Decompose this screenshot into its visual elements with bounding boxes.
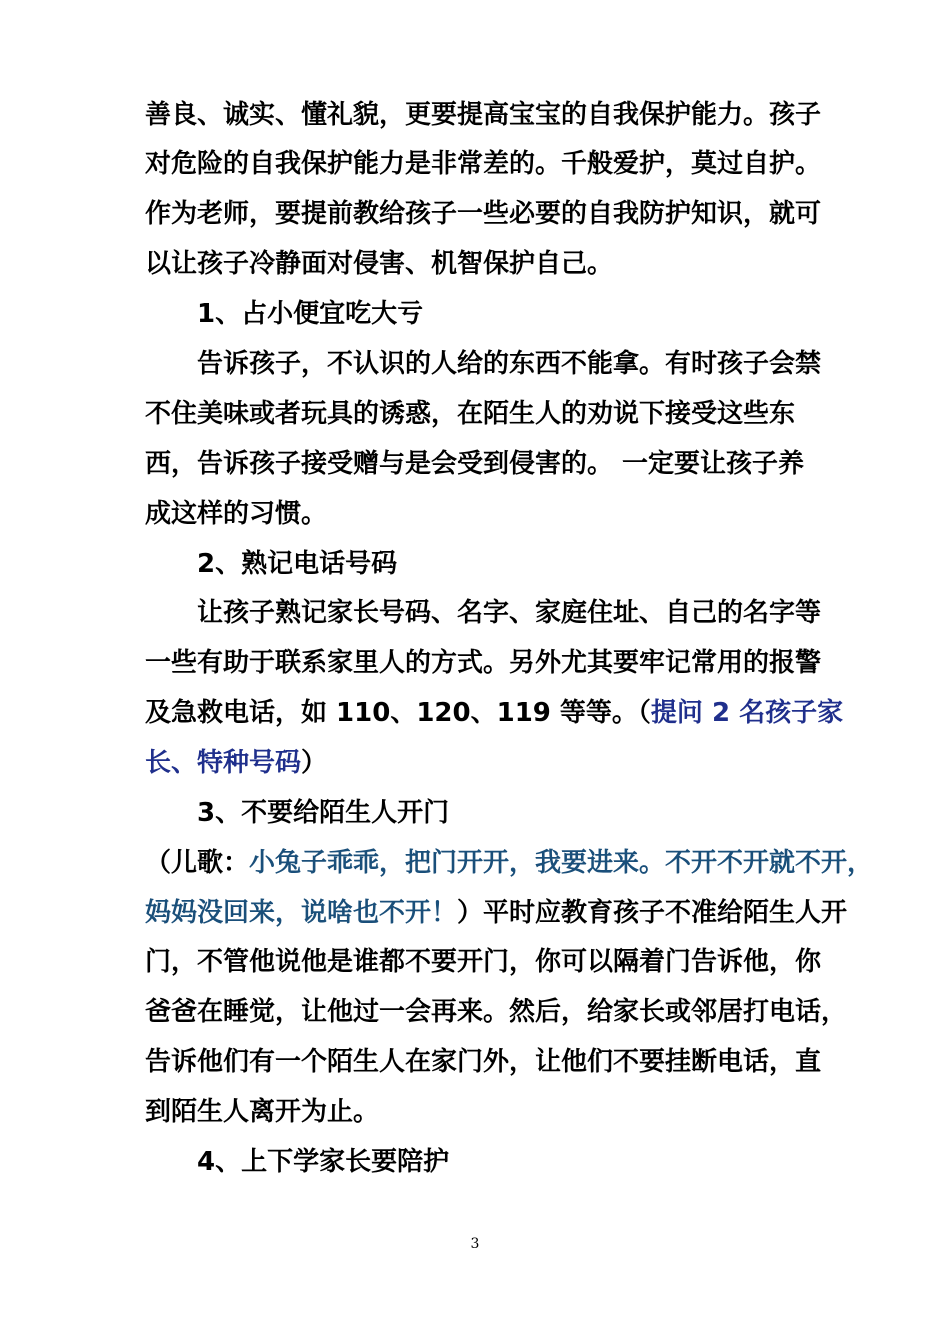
paragraph-line: 一些有助于联系家里人的方式。另外尤其要牢记常用的报警 bbox=[145, 648, 822, 678]
section-heading-1: 1、占小便宜吃大亏 bbox=[197, 299, 424, 329]
paragraph-line: 对危险的自我保护能力是非常差的。千般爱护，莫过自护。 bbox=[145, 149, 822, 179]
paragraph-line: 门，不管他说他是谁都不要开门，你可以隔着门告诉他，你 bbox=[145, 947, 822, 977]
paragraph-line: 不住美味或者玩具的诱惑，在陌生人的劝说下接受这些东 bbox=[145, 399, 796, 429]
section-heading-4: 4、上下学家长要陪护 bbox=[197, 1147, 450, 1177]
paragraph-text: （儿歌： bbox=[145, 848, 250, 878]
teacher-note: 提问 2 名孩子家 bbox=[650, 698, 844, 728]
paragraph-line: 爸爸在睡觉，让他过一会再来。然后，给家长或邻居打电话， bbox=[145, 997, 848, 1027]
paragraph-line: 让孩子熟记家长号码、名字、家庭住址、自己的名字等 bbox=[197, 598, 822, 628]
section-heading-3: 3、不要给陌生人开门 bbox=[197, 798, 450, 828]
paragraph-line: 成这样的习惯。 bbox=[145, 499, 328, 529]
page-number: 3 bbox=[470, 1236, 480, 1252]
paragraph-text: 及急救电话，如 110、120、119 等等。（ bbox=[145, 698, 651, 728]
paragraph-line: 到陌生人离开为止。 bbox=[145, 1097, 380, 1127]
paragraph-line: 作为老师，要提前教给孩子一些必要的自我防护知识，就可 bbox=[145, 199, 822, 229]
paragraph-line bbox=[145, 744, 327, 782]
paragraph-line bbox=[145, 894, 847, 932]
paragraph-line: 善良、诚实、懂礼貌，更要提高宝宝的自我保护能力。孩子 bbox=[145, 100, 822, 130]
paragraph-text: ）平时应教育孩子不准给陌生人开 bbox=[457, 898, 848, 928]
paragraph-line: 告诉孩子，不认识的人给的东西不能拿。有时孩子会禁 bbox=[197, 349, 822, 379]
nursery-rhyme: 妈妈没回来，说啥也不开！ bbox=[145, 898, 458, 928]
paragraph-line: 以让孩子冷静面对侵害、机智保护自己。 bbox=[145, 249, 614, 279]
paragraph-line: 西，告诉孩子接受赠与是会受到侵害的。 一定要让孩子养 bbox=[145, 449, 805, 479]
paragraph-line bbox=[145, 844, 873, 882]
nursery-rhyme: 小兔子乖乖，把门开开，我要进来。不开不开就不开， bbox=[249, 848, 874, 878]
teacher-note: 长、特种号码 bbox=[145, 748, 302, 778]
paragraph-line bbox=[145, 694, 843, 732]
paragraph-text: ） bbox=[301, 748, 328, 778]
paragraph-line: 告诉他们有一个陌生人在家门外，让他们不要挂断电话，直 bbox=[145, 1047, 822, 1077]
section-heading-2: 2、熟记电话号码 bbox=[197, 549, 398, 579]
